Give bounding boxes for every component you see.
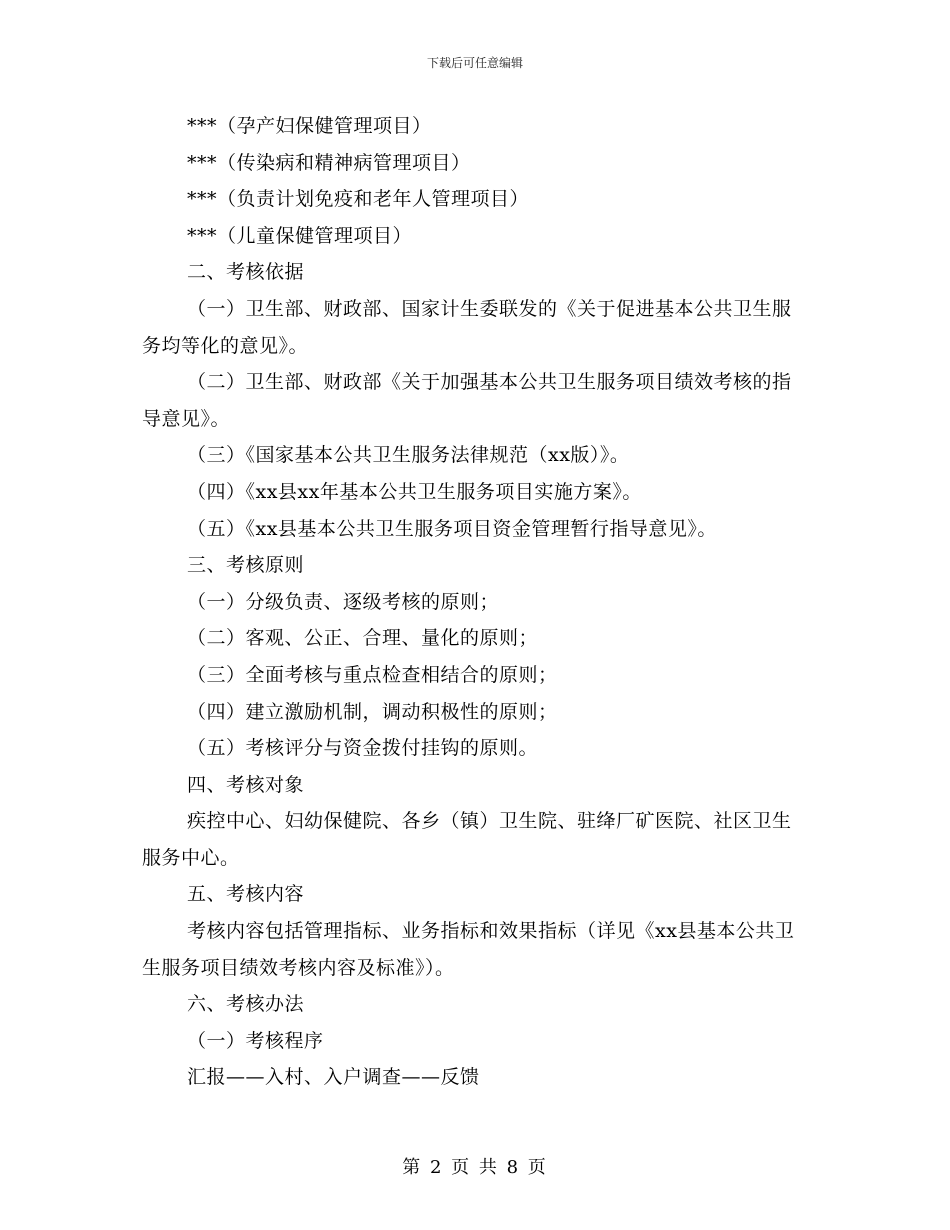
paragraph: （三）《国家基本公共卫生服务法律规范（xx版）》。 bbox=[187, 444, 630, 467]
section-heading: 三、考核原则 bbox=[187, 554, 305, 577]
paragraph: （三）全面考核与重点检查相结合的原则； bbox=[187, 663, 558, 686]
paragraph: ***（孕产妇保健管理项目） bbox=[187, 115, 432, 137]
paragraph: （四）建立激励机制，调动积极性的原则； bbox=[187, 700, 558, 723]
paragraph: 疾控中心、妇幼保健院、各乡（镇）卫生院、驻绛厂矿医院、社区卫生服务中心。 bbox=[142, 810, 792, 869]
paragraph: ***（传染病和精神病管理项目） bbox=[187, 151, 471, 174]
header-note: 下载后可任意编辑 bbox=[426, 56, 523, 70]
paragraph: （一）分级负责、逐级考核的原则； bbox=[187, 590, 500, 613]
document-body bbox=[142, 108, 808, 1096]
section-heading: 六、考核办法 bbox=[187, 993, 305, 1016]
paragraph: 考核内容包括管理指标、业务指标和效果指标（详见《xx县基本公共卫生服务项目绩效考核内容及标准》）。 bbox=[142, 920, 795, 979]
paragraph: （五）考核评分与资金拨付挂钩的原则。 bbox=[187, 737, 539, 760]
paragraph: （二）客观、公正、合理、量化的原则； bbox=[187, 627, 539, 650]
paragraph: （一）卫生部、财政部、国家计生委联发的《关于促进基本公共卫生服务均等化的意见》。 bbox=[142, 297, 792, 357]
paragraph: ***（儿童保健管理项目） bbox=[187, 224, 413, 247]
paragraph: （四）《xx县xx年基本公共卫生服务项目实施方案》。 bbox=[187, 480, 642, 503]
paragraph: ***（负责计划免疫和老年人管理项目） bbox=[187, 188, 530, 211]
section-heading: 五、考核内容 bbox=[187, 883, 305, 906]
paragraph: （二）卫生部、财政部《关于加强基本公共卫生服务项目绩效考核的指导意见》。 bbox=[142, 371, 792, 430]
section-heading: 二、考核依据 bbox=[187, 261, 305, 284]
paragraph: （一）考核程序 bbox=[187, 1029, 324, 1052]
page-number: 第 2 页 共 8 页 bbox=[402, 1157, 548, 1178]
paragraph: （五）《xx县基本公共卫生服务项目资金管理暂行指导意见》。 bbox=[187, 517, 717, 540]
paragraph: 汇报——入村、入户调查——反馈 bbox=[187, 1066, 480, 1089]
section-heading: 四、考核对象 bbox=[187, 773, 305, 796]
